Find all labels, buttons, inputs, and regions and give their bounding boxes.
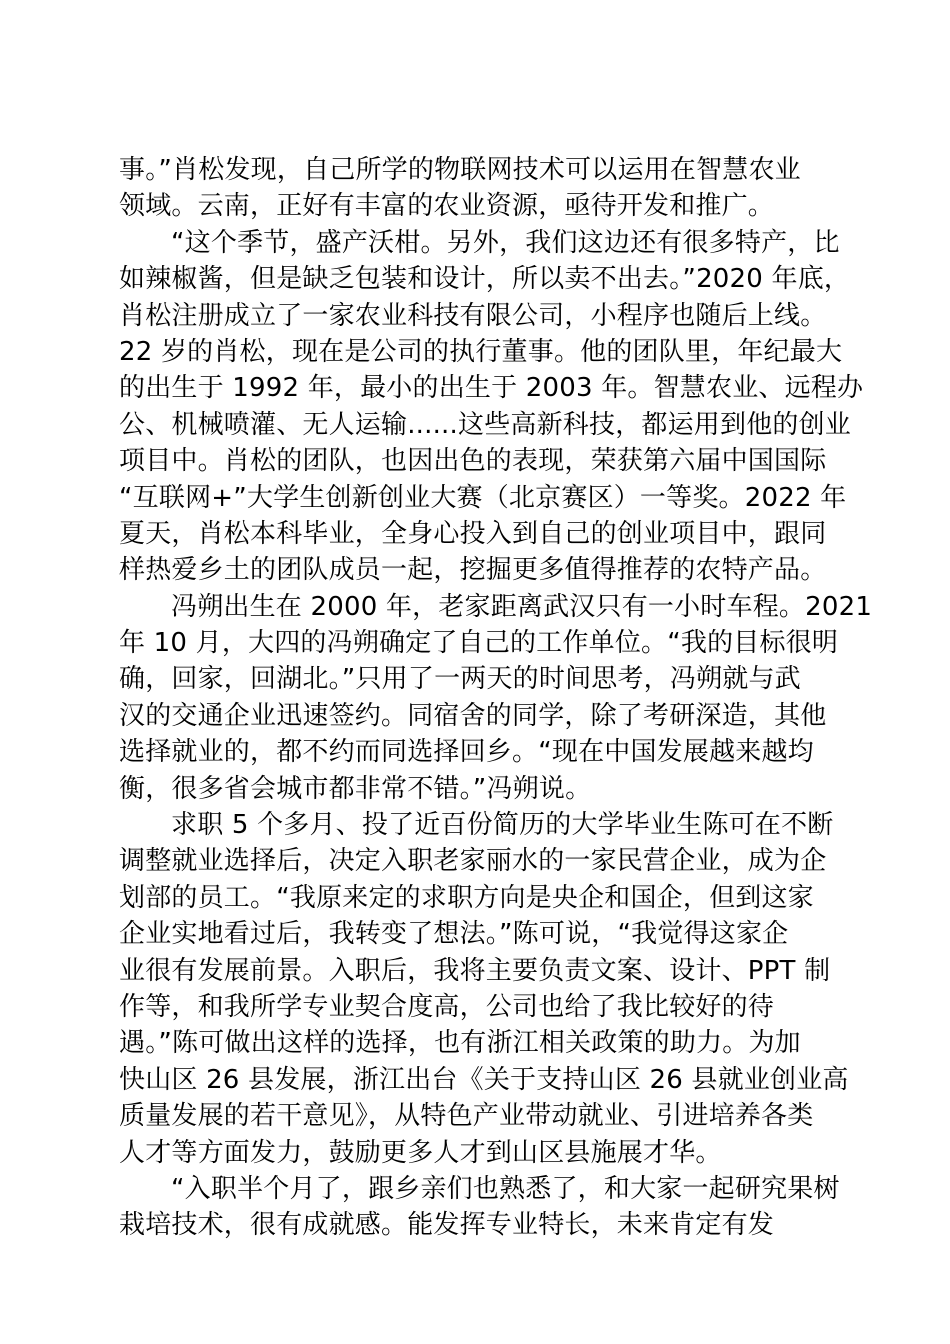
text-line: 求职 5 个多月、投了近百份简历的大学毕业生陈可在不断 [171,810,834,841]
text-line: 快山区 26 县发展，浙江出台《关于支持山区 26 县就业创业高 [119,1064,849,1095]
text-line: “互联网+”大学生创新创业大赛（北京赛区）一等奖。2022 年 [119,482,847,513]
text-line: 栽培技术，很有成就感。能发挥专业特长，未来肯定有发 [119,1210,775,1241]
text-line: 肖松注册成立了一家农业科技有限公司，小程序也随后上线。 [119,300,827,331]
text-line: “入职半个月了，跟乡亲们也熟悉了，和大家一起研究果树 [171,1173,840,1204]
text-line: 质量发展的若干意见》，从特色产业带动就业、引进培养各类 [119,1101,814,1132]
text-line: 衡，很多省会城市都非常不错。”冯朔说。 [119,773,592,804]
text-line: 确，回家，回湖北。”只用了一两天的时间思考，冯朔就与武 [119,664,801,695]
text-line: 样热爱乡土的团队成员一起，挖掘更多值得推荐的农特产品。 [119,555,827,586]
text-line: 人才等方面发力，鼓励更多人才到山区县施展才华。 [119,1137,722,1168]
text-line: 调整就业选择后，决定入职老家丽水的一家民营企业，成为企 [119,846,827,877]
text-line: 汉的交通企业迅速签约。同宿舍的同学，除了考研深造，其他 [119,700,827,731]
text-line: 作等，和我所学专业契合度高，公司也给了我比较好的待 [119,991,775,1022]
text-line: 遇。”陈可做出这样的选择，也有浙江相关政策的助力。为加 [119,1028,801,1059]
text-line: 夏天，肖松本科毕业，全身心投入到自己的创业项目中，跟同 [119,518,827,549]
text-line: 如辣椒酱，但是缺乏包装和设计，所以卖不出去。”2020 年底， [119,264,851,295]
text-line: 项目中。肖松的团队，也因出色的表现，荣获第六届中国国际 [119,446,827,477]
text-line: “这个季节，盛产沃柑。另外，我们这边还有很多特产，比 [171,227,840,258]
text-line: 的出生于 1992 年，最小的出生于 2003 年。智慧农业、远程办 [119,373,864,404]
text-line: 冯朔出生在 2000 年，老家距离武汉只有一小时车程。2021 [171,591,873,622]
text-line: 企业实地看过后，我转变了想法。”陈可说，“我觉得这家企 [119,919,789,950]
body-text [119,152,873,1244]
text-line: 公、机械喷灌、无人运输......这些高新科技，都运用到他的创业 [119,409,851,440]
text-line: 22 岁的肖松，现在是公司的执行董事。他的团队里，年纪最大 [119,336,843,367]
text-line: 划部的员工。“我原来定的求职方向是央企和国企，但到这家 [119,882,814,913]
text-line: 领域。云南，正好有丰富的农业资源，亟待开发和推广。 [119,191,775,222]
text-line: 选择就业的，都不约而同选择回乡。“现在中国发展越来越均 [119,737,814,768]
text-line: 年 10 月，大四的冯朔确定了自己的工作单位。“我的目标很明 [119,628,839,659]
text-line: 业很有发展前景。入职后，我将主要负责文案、设计、PPT 制 [119,955,831,986]
text-line: 事。”肖松发现，自己所学的物联网技术可以运用在智慧农业 [119,155,801,185]
